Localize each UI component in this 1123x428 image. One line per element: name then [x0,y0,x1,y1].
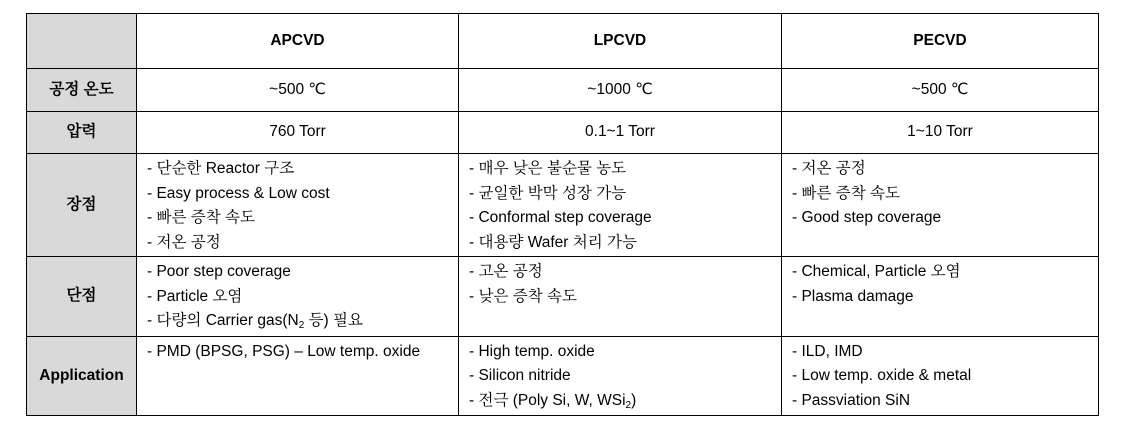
list-item: - Poor step coverage [147,263,291,280]
application-apcvd-cell [137,336,459,416]
carrier-gas-prefix: - 다량의 Carrier gas(N [147,312,299,329]
pressure-label: 압력 [27,112,137,154]
cons-apcvd-cell [137,257,459,337]
list-item: - 저온 공정 [792,160,866,177]
cvd-comparison-table [26,13,1099,416]
temperature-lpcvd: ~1000 ℃ [459,69,782,112]
list-item: - Chemical, Particle 오염 [792,263,961,280]
subscript: 2 [625,399,632,411]
list-item: - 단순한 Reactor 구조 [147,160,295,177]
application-label: Application [27,336,137,416]
pressure-pecvd: 1~10 Torr [782,112,1099,154]
list-item: - Easy process & Low cost [147,184,330,202]
list-item: - Low temp. oxide & metal [792,367,972,384]
list-item: - Good step coverage [792,209,942,226]
temperature-pecvd: ~500 ℃ [782,69,1099,112]
pressure-apcvd: 760 Torr [137,112,459,154]
list-item: - 대용량 Wafer 처리 가능 [469,233,637,251]
list-item: - Conformal step coverage [469,209,652,226]
cons-row [27,257,1099,337]
list-item-carrier-gas [147,309,458,336]
pressure-row [27,112,1099,154]
list-item: - Silicon nitride [469,367,571,384]
pros-label: 장점 [27,154,137,257]
electrode-suffix: ) [631,391,637,409]
list-item: - 매우 낮은 불순물 농도 [469,160,627,177]
temperature-row [27,69,1099,112]
list-item: - 빠른 증착 속도 [792,184,900,202]
pros-row [27,154,1099,257]
list-item: - PMD (BPSG, PSG) – Low temp. oxide [147,342,421,360]
header-row [27,14,1099,69]
list-item: - 균일한 박막 성장 가능 [469,184,627,202]
cvd-comparison-container [26,13,1099,416]
list-item: - Plasma damage [792,287,914,305]
list-item: - 고온 공정 [469,263,543,280]
temperature-apcvd: ~500 ℃ [137,69,459,112]
subscript: 2 [298,320,305,331]
cons-lpcvd-cell [459,257,782,337]
cons-pecvd-cell [782,257,1099,337]
application-pecvd-cell [782,336,1099,416]
application-lpcvd-cell [459,336,782,416]
list-item: - Passviation SiN [792,391,911,409]
list-item: - High temp. oxide [469,342,595,360]
pros-pecvd-cell [782,154,1099,257]
temperature-label: 공정 온도 [27,69,137,112]
list-item: - Particle 오염 [147,287,243,305]
header-lpcvd: LPCVD [459,14,782,69]
list-item: - 저온 공정 [147,233,221,251]
pros-lpcvd-cell [459,154,782,257]
corner-cell [27,14,137,69]
carrier-gas-suffix: 등) 필요 [304,312,363,329]
list-item: - 빠른 증착 속도 [147,209,255,226]
application-row [27,336,1099,416]
list-item: - ILD, IMD [792,342,863,360]
pros-apcvd-cell [137,154,459,257]
cons-label: 단점 [27,257,137,337]
list-item-electrode [469,389,781,416]
header-pecvd: PECVD [782,14,1099,69]
pressure-lpcvd: 0.1~1 Torr [459,112,782,154]
list-item: - 낮은 증착 속도 [469,287,577,305]
header-apcvd: APCVD [137,14,459,69]
electrode-prefix: - 전극 (Poly Si, W, WSi [469,391,626,409]
